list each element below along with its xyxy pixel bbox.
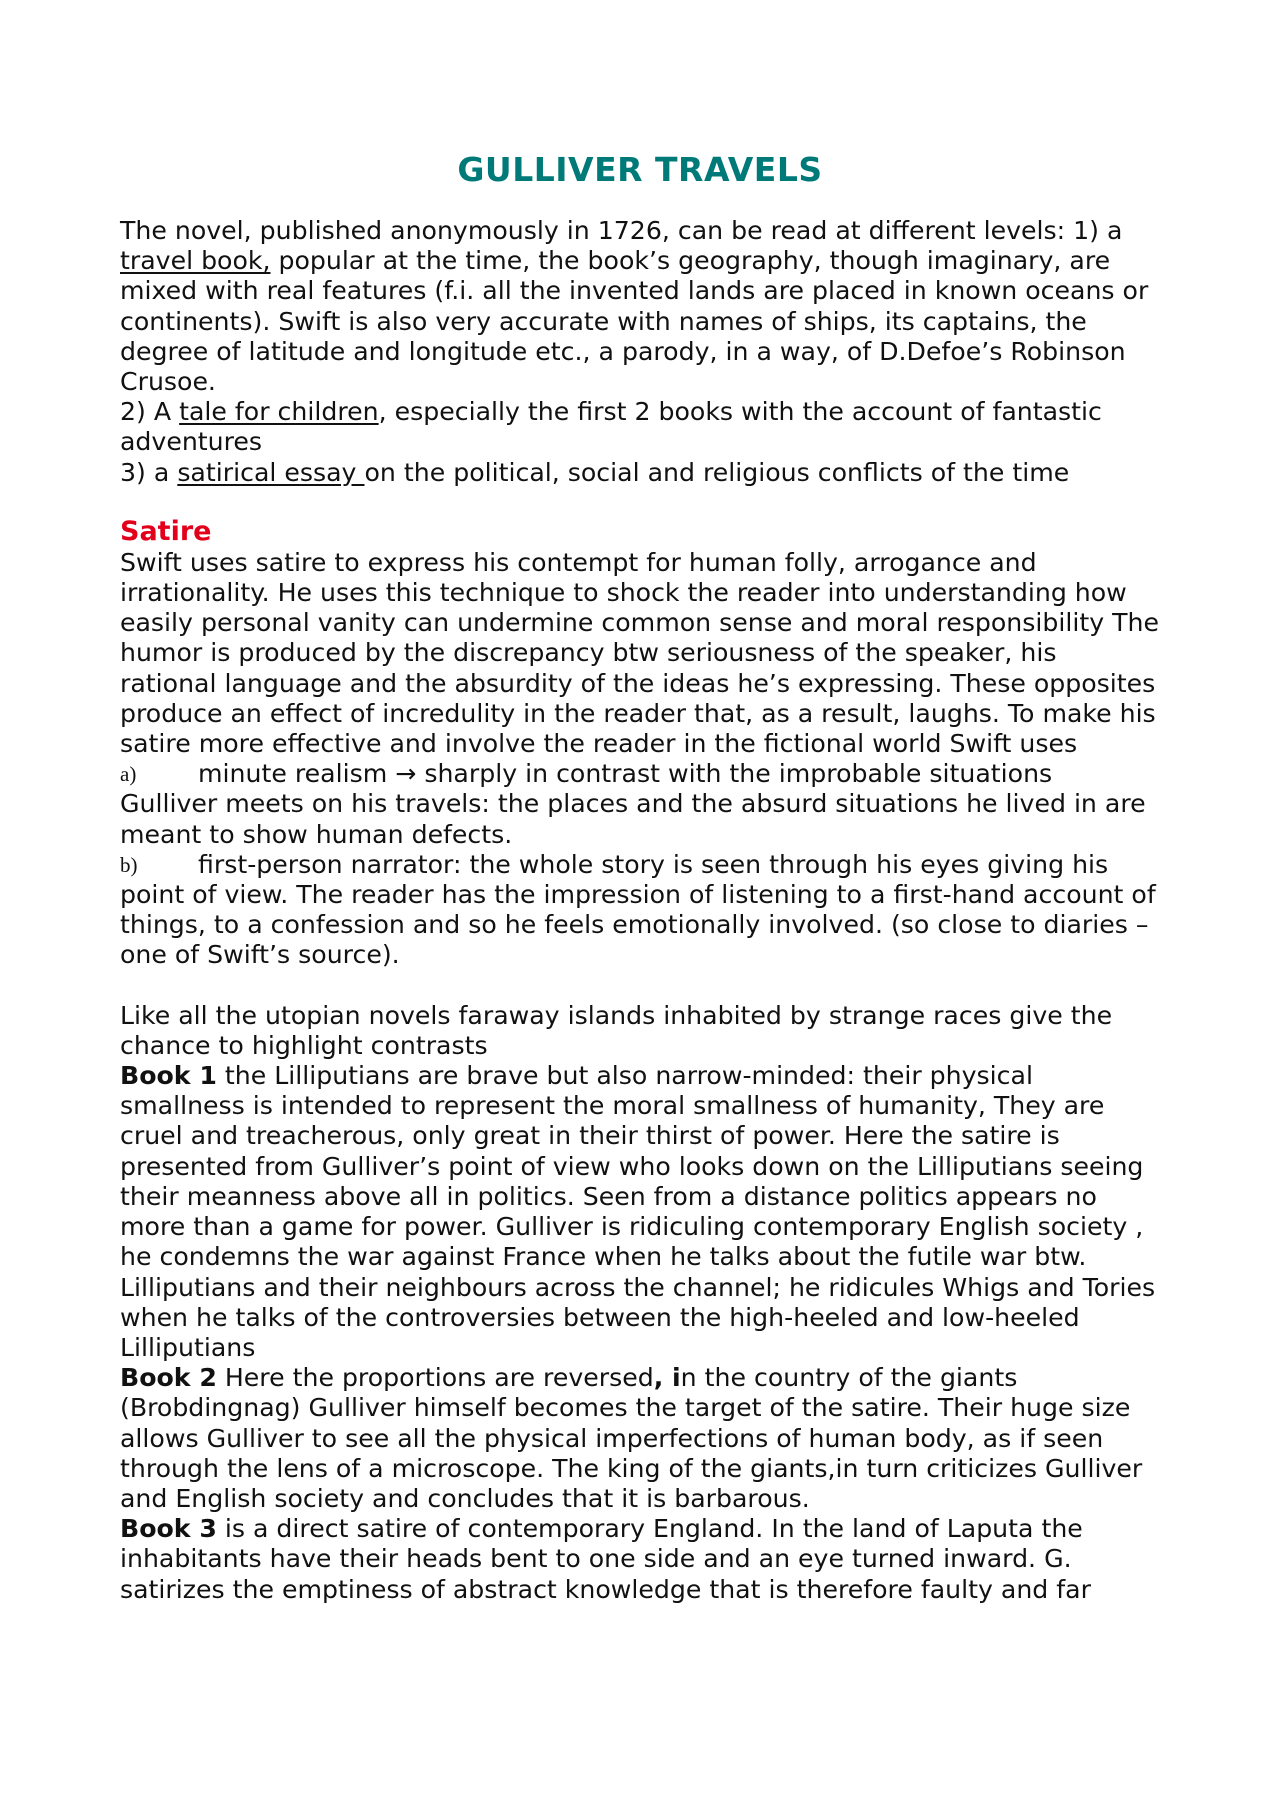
intro-text: , especially the first 2 books with the account of fantastic adventures (120, 397, 1102, 457)
intro-text: popular at the time, the book’s geography, though imaginary, are mixed with real features (f.i. all the invented lands are placed in known oceans or continents). Swift is also very accurate with names of ships, its captains, the degree of latitude and longitude etc., a parody, in a way, of D.Defoe’s Robinson Crusoe. (120, 246, 1149, 397)
intro-point-3 (120, 458, 1160, 488)
list-marker: a) (120, 762, 137, 787)
list-item-continuation: Gulliver meets on his travels: the places and the absurd situations he lived in are meant to show human defects. (120, 789, 1146, 849)
intro-text: on the political, social and religious conflicts of the time (364, 457, 1070, 487)
satire-paragraph: Swift uses satire to express his contempt for human folly, arrogance and irrationality. He uses this technique to shock the reader into understanding how easily personal vanity can undermine common sense and moral responsibility The humor is produced by the discrepancy btw seriousness of the speaker, his rational language and the absurdity of the ideas he’s expressing. These opposites produce an effect of incredulity in the reader that, as a result, laughs. To make his satire more effective and involve the reader in the fictional world Swift uses (120, 547, 1159, 759)
book2-paragraph (120, 1363, 1160, 1514)
intro-text: The novel, published anonymously in 1726, can be read at different levels: 1) a (120, 216, 1123, 245)
book2-text: n the country of the giants (Brobdingnag) Gulliver himself becomes the target of the satire. Their huge size allows Gulliver to see all the physical imperfections of human body, as if seen through the lens of a microscope. The king of the giants,in turn criticizes Gulliver and English society and concludes that it is barbarous. (120, 1363, 1143, 1513)
book3-paragraph (120, 1514, 1160, 1605)
utopia-intro: Like all the utopian novels faraway islands inhabited by strange races give the chance to highlight contrasts (120, 1000, 1113, 1060)
tale-for-children-underlined: tale for children (179, 397, 379, 427)
paragraph-spacer (120, 971, 1160, 1001)
satire-list-item (120, 759, 1160, 850)
page-title: GULLIVER TRAVELS (457, 150, 823, 189)
list-item-text: minute realism → sharply in contrast with the improbable situations (198, 759, 1053, 789)
book1-text: the Lilliputians are brave but also narrow-minded: their physical smallness is intended to represent the moral smallness of humanity, They are cruel and treacherous, only great in their thirst of power. Here the satire is presented from Gulliver’s point of view who looks down on the Lilliputians seeing their meanness above all in politics. Seen from a distance politics appears no more than a game for power. Gulliver is ridiculing contemporary English society , he condemns the war against France when he talks about the futile war btw. Lilliputians and their neighbours across the channel; he ridicules Whigs and Tories when he talks of the controversies between the high-heeled and low-heeled Lilliputians (120, 1061, 1156, 1362)
list-item-text: first-person narrator: the whole story is seen through his eyes giving his (198, 849, 1109, 879)
intro-paragraph (120, 216, 1160, 397)
intro-text: 2) A (120, 397, 180, 427)
book3-label: Book 3 (120, 1514, 217, 1544)
book2-label: Book 2 (120, 1363, 217, 1393)
travel-book-underlined: travel book, (120, 246, 271, 276)
book3-text: is a direct satire of contemporary England. In the land of Laputa the inhabitants have their heads bent to one side and an eye turned inward. G. satirizes the emptiness of abstract knowledge that is therefore faulty and far (120, 1514, 1091, 1604)
satirical-essay-underlined: satirical essay (177, 457, 365, 487)
book1-label: Book 1 (120, 1061, 217, 1091)
book1-paragraph (120, 1061, 1160, 1363)
book2-text: Here the proportions are reversed (216, 1363, 654, 1393)
book2-bold-fragment: , i (653, 1363, 681, 1393)
satire-heading: Satire (120, 515, 212, 547)
list-item-continuation: point of view. The reader has the impression of listening to a first-hand account of things, to a confession and so he feels emotionally involved. (so close to diaries – one of Swift’s source). (120, 880, 1156, 970)
satire-list-item (120, 850, 1160, 971)
list-marker: b) (120, 852, 138, 877)
intro-text: 3) a (120, 457, 178, 487)
intro-point-2 (120, 397, 1160, 457)
